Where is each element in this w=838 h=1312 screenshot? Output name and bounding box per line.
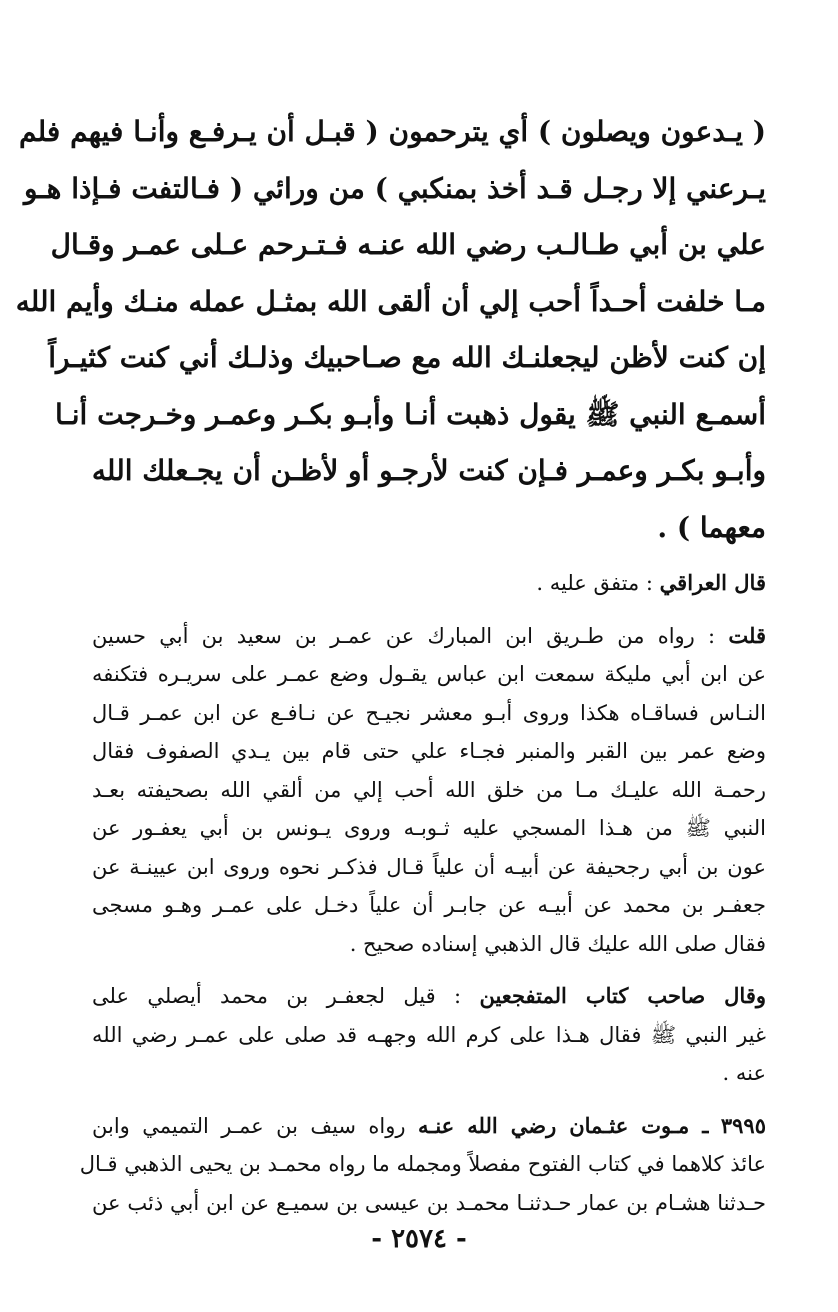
mutafajjiin-text: : قيل لجعفـر بن محمد أيصلي على bbox=[92, 984, 462, 1008]
text-line: معهما ) . bbox=[657, 510, 766, 544]
text-line bbox=[92, 1107, 766, 1146]
text-line: إن كنت لأظن ليجعلنـك الله مع صـاحبيك وذلـك أني كنت كثيـراً bbox=[48, 341, 766, 374]
text-line: عون بن أبي رجحيفة عن أبيـه أن علياً قـال فذكـر نحوه وروى ابن عيينـة عن bbox=[92, 854, 766, 879]
text-line: حـدثنا هشـام بن عمار حـدثنـا محمـد بن عيسى بن سميـع عن ابن أبي ذئب عن bbox=[92, 1190, 766, 1215]
text-line bbox=[92, 617, 766, 656]
qultu-text: : رواه من طـريق ابن المبارك عن عمـر بن سعيد بن أبي حسين bbox=[92, 623, 716, 648]
iraqi-text: : متفق عليه . bbox=[536, 571, 653, 595]
text-line: وضع عمر بين القبر والمنبر فجـاء علي حتى قام بين يـدي الصفوف فقال bbox=[92, 739, 766, 763]
text-line: يـرعني إلا رجـل قـد أخذ بمنكبي ) من ورائي ( فـالتفت فـإذا هـو bbox=[24, 171, 766, 205]
iraqi-paragraph bbox=[92, 564, 766, 603]
text-line: النبي ﷺ من هـذا المسجي عليه ثـوبـه وروى يـونس بن أبي يعفـور عن bbox=[92, 816, 766, 840]
entry-number: ٣٩٩٥ bbox=[720, 1112, 766, 1138]
text-line: أسمـع النبي ﷺ يقول ذهبت أنـا وأبـو بكـر وعمـر وخـرجت أنـا bbox=[55, 397, 766, 431]
text-line: علي بن أبي طـالـب رضي الله عنـه فـتـرحم عـلى عمـر وقـال bbox=[50, 228, 766, 261]
text-line: مـا خلفت أحـداً أحب إلي أن ألقى الله بمثـل عمله منـك وأيم الله bbox=[15, 284, 766, 318]
text-line: غير النبي ﷺ فقال هـذا على كرم الله وجهـه قد صلى على عمـر رضي الله bbox=[92, 1022, 766, 1047]
page-body bbox=[15, 104, 766, 1222]
entry-paragraph bbox=[79, 1107, 766, 1223]
qultu-label: قلت bbox=[728, 622, 766, 648]
text-line: رحمـة الله عليـك مـا من خلق الله أحب إلي من ألقي الله بصحيفته بعـد bbox=[92, 777, 766, 802]
mutafajjiin-label: وقال صاحب كتاب المتفجعين bbox=[479, 983, 766, 1008]
text-line: وأبـو بكـر وعمـر فـإن كنت لأرجـو أو لأظـن أن يجـعلك الله bbox=[91, 454, 766, 487]
hadith-text bbox=[15, 104, 766, 556]
text-line: عن ابن أبي مليكة سمعت ابن عباس يقـول وضع عمـر على سريـره فتكنفه bbox=[92, 662, 766, 686]
mutafajjiin-paragraph bbox=[92, 977, 766, 1093]
entry-text: رواه سيف بن عمـر التميمي وابن bbox=[92, 1113, 406, 1138]
text-line: جعفـر بن محمد عن أبيـه عن جابـر أن علياً دخـل على عمـر وهـو مسجى bbox=[92, 893, 766, 917]
entry-heading: ـ مـوت عثـمان رضي الله عنـه bbox=[417, 1112, 709, 1138]
text-line: عائذ كلاهما في كتاب الفتوح مفصلاً ومجمله ما رواه محمـد بن يحيى الذهبي قـال bbox=[79, 1152, 766, 1176]
page-number: - ٢٥٧٤ - bbox=[371, 1224, 467, 1254]
text-line: النـاس فساقـاه هكذا وروى أبـو معشر نجيـح عن نـافـع عن ابن عمـر قـال bbox=[92, 700, 766, 725]
text-line: فقال صلى الله عليك قال الذهبي إسناده صحيح . bbox=[349, 931, 766, 956]
text-line: ( يـدعون ويصلون ) أي يترحمون ( قبـل أن يـرفـع وأنـا فيهم فلم bbox=[19, 115, 766, 148]
text-line bbox=[92, 564, 766, 603]
text-line bbox=[92, 977, 766, 1016]
iraqi-label: قال العراقي bbox=[659, 570, 766, 595]
qultu-paragraph bbox=[92, 617, 766, 964]
text-line: عنه . bbox=[722, 1061, 766, 1085]
